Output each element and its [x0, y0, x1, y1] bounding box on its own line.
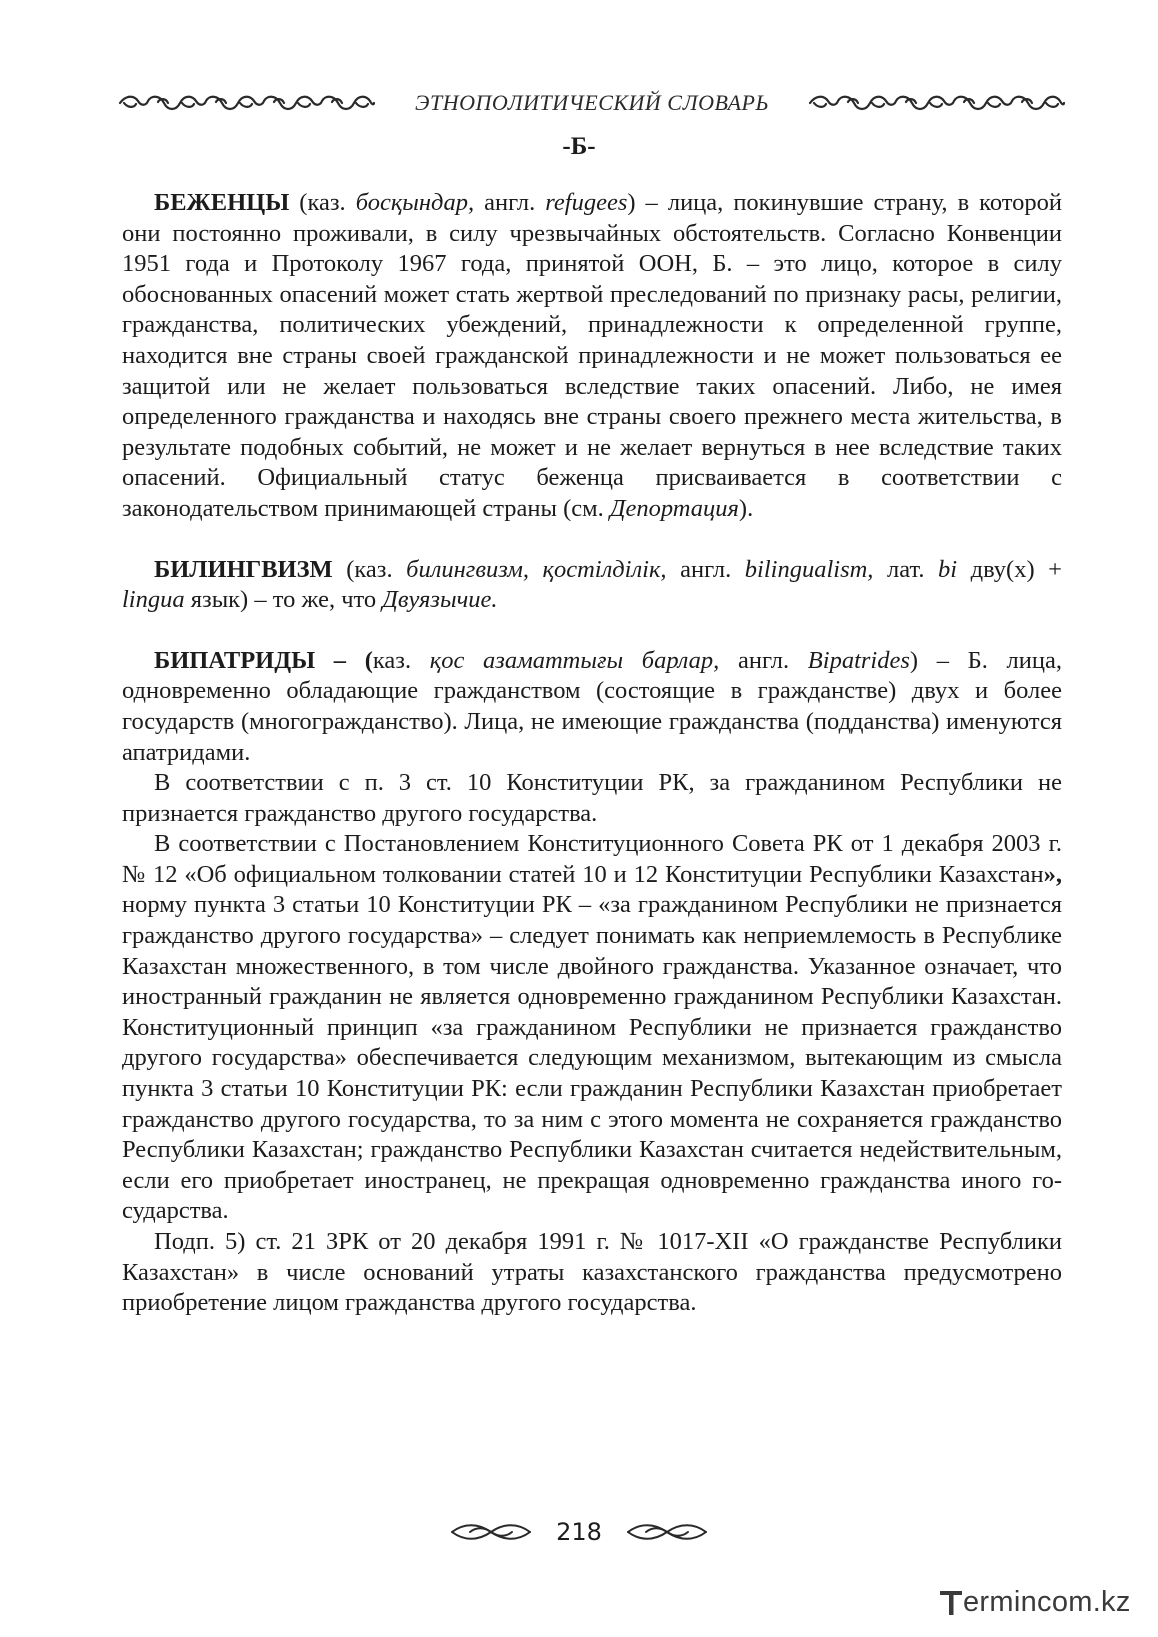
entry-text: лат.: [873, 555, 938, 583]
entry-italic: босқындар,: [355, 189, 475, 216]
entry-term: БИЛИНГВИЗМ: [154, 555, 333, 583]
entry-text: ) – Б. лица, одновременно обладающие гражданством (состоящие в гражданстве) двух и более государств (многогражданство). Лица, не имеющие гражданства (подданства) именуются апатридами.: [122, 646, 1062, 766]
ornament-band-icon: [808, 92, 1066, 114]
entry-italic: refugees: [545, 189, 628, 216]
page-footer: [0, 1517, 1158, 1547]
ornament-band-icon: [118, 92, 376, 114]
watermark: [940, 1582, 1140, 1622]
entry-italic: bi: [938, 555, 958, 583]
entry-bilingualism: [122, 555, 1062, 616]
entry-italic: lingua: [122, 586, 185, 614]
scroll-ornament-icon: [626, 1521, 708, 1543]
paragraph-citizenship-law: Подп. 5) ст. 21 ЗРК от 20 декабря 1991 г. № 1017-XII «О гражданстве Республики Казахстан» в числе оснований утраты казахстанского гражданства предусмотрено приобретение лицом гражданства другого государства.: [122, 1228, 1062, 1317]
entry-term: БИПАТРИДЫ – (: [154, 646, 373, 674]
entry-cross-reference: Депортация: [609, 494, 739, 522]
page-number: 218: [556, 1518, 602, 1546]
running-header: [118, 88, 1066, 118]
entry-italic: қос азаматтығы барлар,: [429, 646, 720, 674]
watermark-text: ermincom.kz: [963, 1585, 1131, 1618]
paragraph-text: В соответствии с Постановлением Конституционного Совета РК от 1 декабря 2003 г. № 12 «Об официальном толковании статей 10 и 12 Конституции Республики Казахстан: [122, 830, 1062, 888]
entry-text: (каз.: [289, 189, 356, 216]
scroll-ornament-icon: [450, 1521, 532, 1543]
entry-text: англ.: [719, 646, 808, 674]
paragraph-bold: »,: [1043, 860, 1062, 888]
section-letter: -Б-: [562, 133, 596, 160]
termincom-logo-icon: [940, 1588, 962, 1616]
entry-text: дву(х) +: [957, 555, 1062, 583]
entry-bipatrides: [122, 646, 1062, 768]
entry-text: ).: [738, 494, 754, 522]
entry-italic: bilingualism,: [744, 555, 874, 583]
entry-text: язык) – то же, что: [184, 586, 383, 614]
entry-italic: Bipatrides: [807, 646, 910, 674]
entry-refugees: [122, 188, 1062, 525]
entry-text: ) – лица, покинувшие страну, в которой они постоянно проживали, в силу чрезвычайных обстоятельств. Согласно Конвенции 1951 года и Протоколу 1967 года, принятой ООН, Б. – это лицо, которое в силу обоснованных опасений может стать жертвой преследований по признаку расы, религии, гражданства, политических убеждений, принадлежности к определенной группе, находится вне страны своей гражданской принадлежности и не может пользоваться ее защитой или не желает пользоваться вследствие таких опасений. Либо, не имея определенного гражданства и находясь вне страны своего прежнего места жительства, в результате подобных событий, не может и не желает вернуться в нее вследствие таких опасений. Официальный статус беженца присваивается в соответствии с законодательством принимающей страны (см.: [122, 189, 1062, 522]
paragraph-text: норму пункта 3 статьи 10 Конституции РК – «за гражданином Республики не признается гражданство другого государства» – следует понимать как неприемлемость в Республике Казахстан множественного, в том числе двойного гражданства. Указанное означает, что иностранный гражданин не является одновременно гражданином Республики Казахстан. Конституционный принцип «за гражданином Республики не признается гражданство другого государства» обеспечивается следующим механизмом, вытекающим из смысла пункта 3 статьи 10 Конституции РК: если гражданин Республики Казахстан приобретает гражданство другого государства, то за ним с этого момента не сохраняется гражданство Республики Казахстан; гражданство Республики Казахстан считается недействительным, если его приобретает иностранец, не прекращая одновременно гражданства иного государства.: [122, 891, 1062, 1225]
entry-term: БЕЖЕНЦЫ: [154, 189, 290, 216]
dictionary-body: [122, 188, 1062, 1319]
entry-text: каз.: [372, 646, 430, 674]
entry-text: (каз.: [332, 555, 407, 583]
entry-text: англ.: [474, 189, 546, 216]
entry-italic: билингвизм, қостілділік,: [406, 555, 667, 583]
paragraph-constitution: В соответствии с п. 3 ст. 10 Конституции РК, за гражданином Республики не признается гражданство другого государства.: [122, 769, 1062, 827]
running-title: ЭТНОПОЛИТИЧЕСКИЙ СЛОВАРЬ: [415, 90, 769, 115]
entry-text: англ.: [666, 555, 745, 583]
entry-cross-reference: Двуязычие.: [382, 586, 498, 614]
paragraph-council-ruling: [122, 829, 1062, 1227]
